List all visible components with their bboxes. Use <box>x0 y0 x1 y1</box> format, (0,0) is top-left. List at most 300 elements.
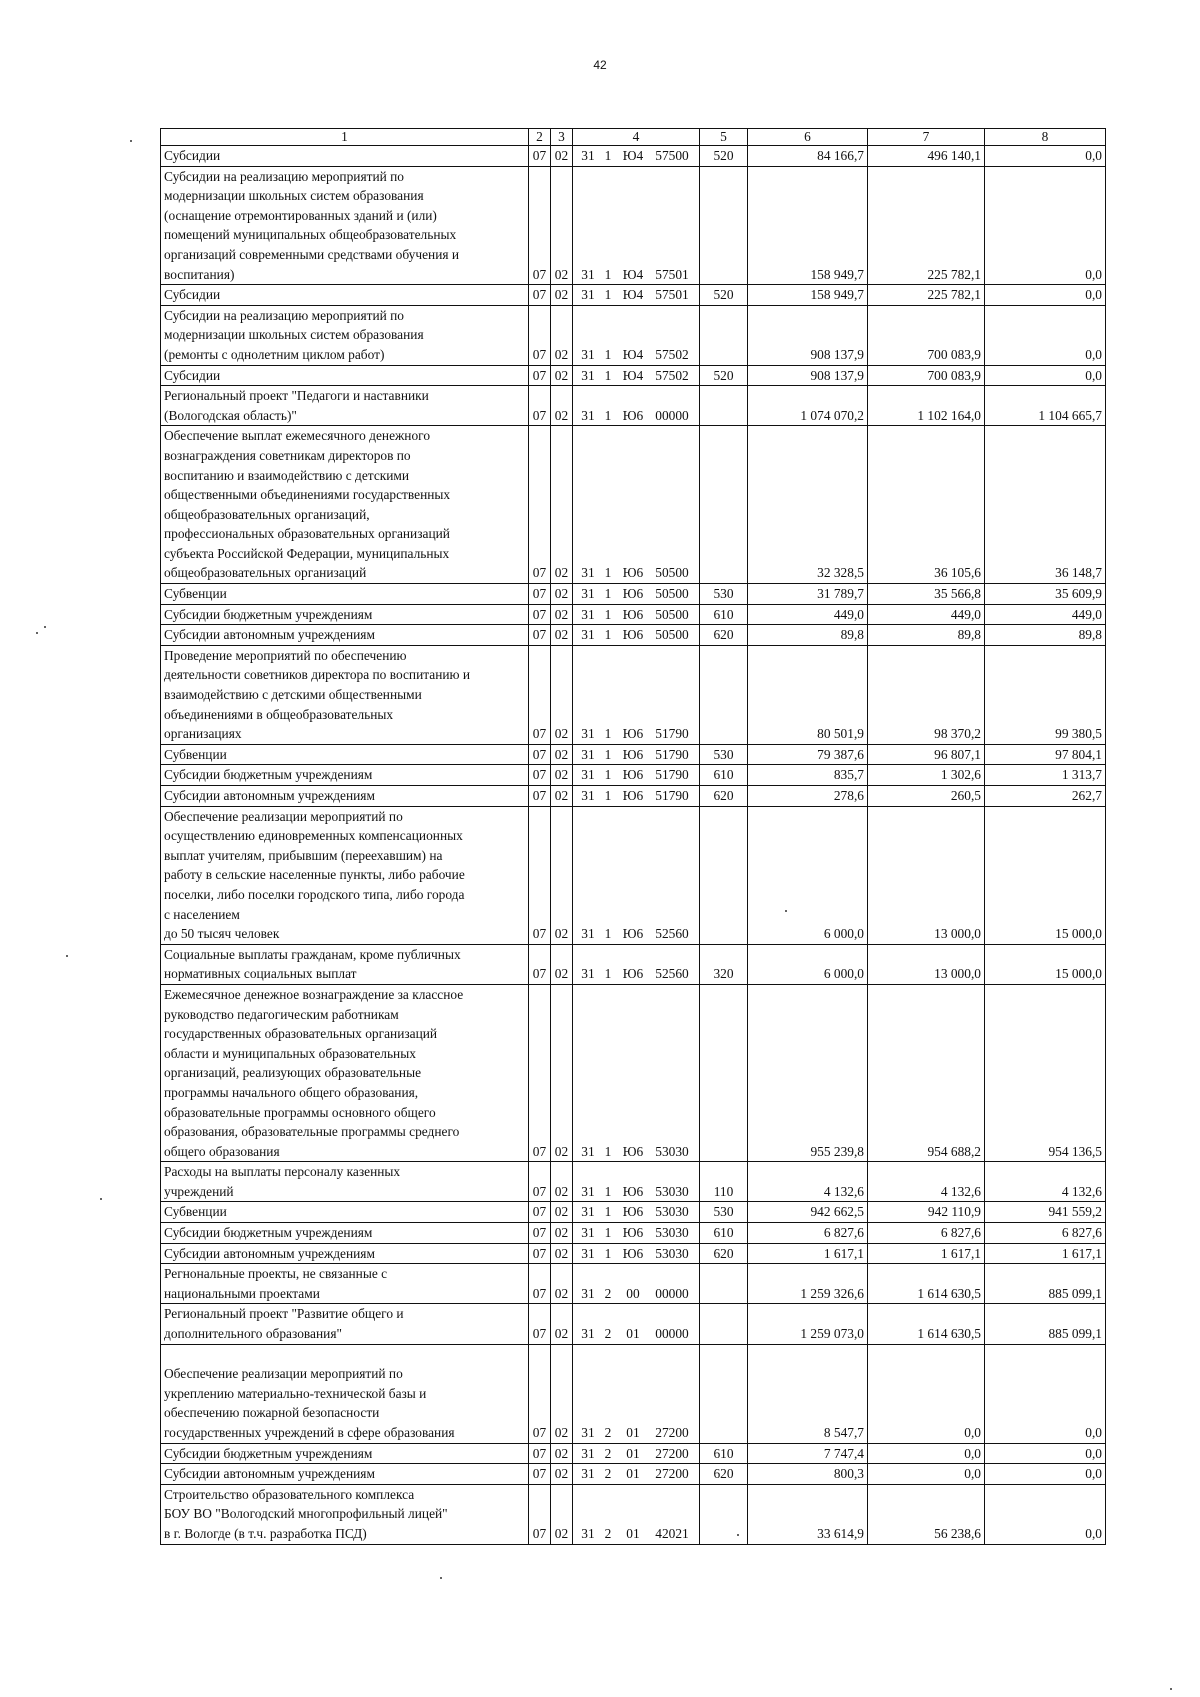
target-article-part: 1 <box>604 767 612 783</box>
table-row <box>161 806 1106 944</box>
subsection-code: 02 <box>551 1464 573 1485</box>
table-row <box>161 786 1106 807</box>
section-code: 07 <box>529 1202 551 1223</box>
table-row <box>161 625 1106 646</box>
expense-type-code: 110 <box>700 1162 748 1202</box>
row-name: Субсидии на реализацию мероприятий по модернизации школьных систем образования (оснащение отремонтированных зданий и (или) помещений муниципальных общеобразовательных организаций современными средствами обучения и воспитания) <box>161 166 529 285</box>
target-article-part: 31 <box>581 1445 595 1461</box>
target-article-part: 2 <box>604 1445 612 1461</box>
target-article-part: 31 <box>581 1183 595 1199</box>
row-name: Субсидии <box>161 146 529 167</box>
section-code: 07 <box>529 1304 551 1344</box>
amount-col-6: 158 949,7 <box>748 166 868 285</box>
amount-col-6: 908 137,9 <box>748 365 868 386</box>
target-article-part: Ю6 <box>622 788 644 803</box>
target-article-part: Ю4 <box>622 346 644 362</box>
target-article-part: 27200 <box>655 1466 689 1482</box>
amount-col-6: 1 259 326,6 <box>748 1264 868 1304</box>
table-row <box>161 1304 1106 1344</box>
target-article-part: 50500 <box>655 606 689 622</box>
target-article-part: 31 <box>581 346 595 362</box>
section-code: 07 <box>529 1443 551 1464</box>
amount-col-8: 1 313,7 <box>985 765 1106 786</box>
section-code: 07 <box>529 1162 551 1202</box>
row-name: Субсидии автономным учреждениям <box>161 786 529 807</box>
table-row <box>161 1464 1106 1485</box>
expense-type-code <box>700 806 748 944</box>
table-row <box>161 645 1106 744</box>
target-article-part: 57501 <box>655 266 689 282</box>
amount-col-8: 0,0 <box>985 1344 1106 1443</box>
expense-type-code: 520 <box>700 365 748 386</box>
subsection-code: 02 <box>551 1443 573 1464</box>
target-article-part: 31 <box>581 1285 595 1301</box>
header-row <box>161 129 1106 146</box>
section-code: 07 <box>529 1243 551 1264</box>
target-article-code <box>573 604 700 625</box>
amount-col-8: 36 148,7 <box>985 426 1106 584</box>
section-code: 07 <box>529 166 551 285</box>
amount-col-8: 4 132,6 <box>985 1162 1106 1202</box>
target-article-part: 31 <box>581 926 595 942</box>
row-name: Расходы на выплаты персоналу казенных учреждений <box>161 1162 529 1202</box>
target-article-code <box>573 1484 700 1544</box>
target-article-code <box>573 365 700 386</box>
amount-col-6: 33 614,9 <box>748 1484 868 1544</box>
target-article-part: 31 <box>581 1143 595 1159</box>
row-name: Субвенции <box>161 584 529 605</box>
section-code: 07 <box>529 625 551 646</box>
target-article-part: 31 <box>581 586 595 602</box>
section-code: 07 <box>529 285 551 306</box>
table-row <box>161 1443 1106 1464</box>
amount-col-6: 80 501,9 <box>748 645 868 744</box>
amount-col-6: 955 239,8 <box>748 984 868 1161</box>
target-article-code <box>573 166 700 285</box>
target-article-part: Ю6 <box>622 1204 644 1220</box>
amount-col-7: 0,0 <box>868 1464 985 1485</box>
target-article-code <box>573 1223 700 1244</box>
expense-type-code: 530 <box>700 744 748 765</box>
table-row <box>161 765 1106 786</box>
row-name: Субсидии <box>161 365 529 386</box>
target-article-part: 1 <box>604 346 612 362</box>
target-article-part: 31 <box>581 1466 595 1482</box>
section-code: 07 <box>529 1464 551 1485</box>
target-article-part: 50500 <box>655 627 689 643</box>
target-article-part: 1 <box>604 726 612 742</box>
target-article-part: Ю4 <box>622 287 644 303</box>
subsection-code: 02 <box>551 1484 573 1544</box>
amount-col-7: 0,0 <box>868 1443 985 1464</box>
amount-col-8: 15 000,0 <box>985 944 1106 984</box>
row-name: Субсидии бюджетным учреждениям <box>161 1223 529 1244</box>
target-article-part: Ю4 <box>622 266 644 282</box>
target-article-part: 53030 <box>655 1183 689 1199</box>
target-article-part: 1 <box>604 266 612 282</box>
target-article-part: 52560 <box>655 966 689 982</box>
amount-col-8: 0,0 <box>985 146 1106 167</box>
expense-type-code: 610 <box>700 604 748 625</box>
scan-speck <box>36 632 38 634</box>
target-article-part: 31 <box>581 367 595 383</box>
amount-col-8: 449,0 <box>985 604 1106 625</box>
target-article-part: 53030 <box>655 1143 689 1159</box>
section-code: 07 <box>529 426 551 584</box>
target-article-part: Ю6 <box>622 1183 644 1199</box>
target-article-part: 31 <box>581 746 595 762</box>
table-row <box>161 984 1106 1161</box>
amount-col-8: 941 559,2 <box>985 1202 1106 1223</box>
table-row <box>161 584 1106 605</box>
subsection-code: 02 <box>551 146 573 167</box>
target-article-part: 52560 <box>655 926 689 942</box>
subsection-code: 02 <box>551 1223 573 1244</box>
expense-type-code: 610 <box>700 1443 748 1464</box>
target-article-part: 51790 <box>655 726 689 742</box>
target-article-part: 01 <box>626 1326 640 1342</box>
target-article-part: 31 <box>581 266 595 282</box>
section-code: 07 <box>529 365 551 386</box>
section-code: 07 <box>529 1264 551 1304</box>
amount-col-6: 278,6 <box>748 786 868 807</box>
table-row <box>161 1344 1106 1443</box>
expense-type-code <box>700 1264 748 1304</box>
subsection-code: 02 <box>551 365 573 386</box>
subsection-code: 02 <box>551 386 573 426</box>
target-article-part: 31 <box>581 627 595 643</box>
header-cell: 8 <box>985 129 1106 146</box>
target-article-code <box>573 1304 700 1344</box>
amount-col-7: 96 807,1 <box>868 744 985 765</box>
target-article-part: 51790 <box>655 767 689 783</box>
amount-col-6: 32 328,5 <box>748 426 868 584</box>
amount-col-7: 1 302,6 <box>868 765 985 786</box>
expense-type-code <box>700 386 748 426</box>
row-name: Обеспечение выплат ежемесячного денежного вознаграждения советникам директоров по воспитанию и взаимодействию с детскими общественными объединениями государственных общеобразовательных организаций, профессиональных образовательных организаций субъекта Российской Федерации, муниципальных общеобразовательных организаций <box>161 426 529 584</box>
target-article-code <box>573 1464 700 1485</box>
amount-col-7: 89,8 <box>868 625 985 646</box>
expense-type-code: 520 <box>700 146 748 167</box>
target-article-part: 1 <box>604 1143 612 1159</box>
target-article-code <box>573 305 700 365</box>
row-name: Обеспечение реализации мероприятий по укреплению материально-технической базы и обеспечению пожарной безопасности государственных учреждений в сфере образования <box>161 1344 529 1443</box>
subsection-code: 02 <box>551 786 573 807</box>
amount-col-8: 0,0 <box>985 166 1106 285</box>
subsection-code: 02 <box>551 1202 573 1223</box>
scan-speck <box>130 140 132 142</box>
target-article-part: 53030 <box>655 1204 689 1220</box>
target-article-part: Ю4 <box>622 148 644 163</box>
target-article-code <box>573 645 700 744</box>
subsection-code: 02 <box>551 1264 573 1304</box>
amount-col-8: 262,7 <box>985 786 1106 807</box>
amount-col-6: 835,7 <box>748 765 868 786</box>
amount-col-7: 700 083,9 <box>868 365 985 386</box>
section-code: 07 <box>529 1223 551 1244</box>
table-row <box>161 1243 1106 1264</box>
scan-speck <box>737 1534 739 1536</box>
target-article-part: 1 <box>604 1183 612 1199</box>
section-code: 07 <box>529 584 551 605</box>
target-article-part: Ю6 <box>622 407 644 423</box>
table-row <box>161 944 1106 984</box>
target-article-part: 1 <box>604 565 612 581</box>
amount-col-6: 84 166,7 <box>748 146 868 167</box>
target-article-part: Ю6 <box>622 1225 644 1241</box>
expense-type-code: 620 <box>700 1464 748 1485</box>
target-article-part: 31 <box>581 1245 595 1261</box>
target-article-part: 27200 <box>655 1445 689 1461</box>
amount-col-7: 1 614 630,5 <box>868 1304 985 1344</box>
row-name: Региональный проект "Развитие общего и дополнительного образования" <box>161 1304 529 1344</box>
expense-type-code: 530 <box>700 584 748 605</box>
target-article-code <box>573 1202 700 1223</box>
target-article-part: 31 <box>581 1326 595 1342</box>
row-name: Субсидии автономным учреждениям <box>161 1243 529 1264</box>
target-article-code <box>573 744 700 765</box>
target-article-part: 00 <box>626 1285 640 1301</box>
target-article-code <box>573 944 700 984</box>
section-code: 07 <box>529 645 551 744</box>
target-article-part: 00000 <box>655 1326 689 1342</box>
scan-speck <box>1170 1688 1172 1690</box>
target-article-part: 50500 <box>655 586 689 602</box>
row-name: Субсидии бюджетным учреждениям <box>161 1443 529 1464</box>
row-name: Региональный проект "Педагоги и наставники (Вологодская область)" <box>161 386 529 426</box>
target-article-part: 1 <box>604 148 612 163</box>
amount-col-8: 0,0 <box>985 1443 1106 1464</box>
table-row <box>161 365 1106 386</box>
amount-col-8: 6 827,6 <box>985 1223 1106 1244</box>
target-article-part: 00000 <box>655 407 689 423</box>
subsection-code: 02 <box>551 1162 573 1202</box>
target-article-part: 2 <box>604 1326 612 1342</box>
target-article-part: 51790 <box>655 746 689 762</box>
target-article-part: 31 <box>581 767 595 783</box>
header-cell: 1 <box>161 129 529 146</box>
section-code: 07 <box>529 146 551 167</box>
amount-col-6: 6 000,0 <box>748 944 868 984</box>
amount-col-7: 260,5 <box>868 786 985 807</box>
amount-col-7: 700 083,9 <box>868 305 985 365</box>
target-article-part: Ю6 <box>622 606 644 622</box>
header-cell: 4 <box>573 129 700 146</box>
amount-col-7: 6 827,6 <box>868 1223 985 1244</box>
amount-col-6: 942 662,5 <box>748 1202 868 1223</box>
target-article-part: 1 <box>604 1225 612 1241</box>
subsection-code: 02 <box>551 584 573 605</box>
amount-col-8: 885 099,1 <box>985 1264 1106 1304</box>
target-article-part: 1 <box>604 1245 612 1261</box>
target-article-part: 31 <box>581 148 595 163</box>
subsection-code: 02 <box>551 604 573 625</box>
target-article-part: 1 <box>604 586 612 602</box>
target-article-part: 31 <box>581 1525 595 1541</box>
amount-col-6: 6 827,6 <box>748 1223 868 1244</box>
target-article-part: 01 <box>626 1425 640 1440</box>
target-article-part: 1 <box>604 788 612 803</box>
subsection-code: 02 <box>551 285 573 306</box>
expense-type-code <box>700 305 748 365</box>
target-article-part: 31 <box>581 606 595 622</box>
target-article-part: 1 <box>604 966 612 982</box>
table-row <box>161 166 1106 285</box>
target-article-code <box>573 426 700 584</box>
target-article-part: 00000 <box>655 1285 689 1301</box>
subsection-code: 02 <box>551 645 573 744</box>
row-name: Субсидии бюджетным учреждениям <box>161 604 529 625</box>
target-article-part: 42021 <box>655 1525 689 1541</box>
amount-col-7: 1 102 164,0 <box>868 386 985 426</box>
subsection-code: 02 <box>551 1344 573 1443</box>
target-article-code <box>573 1162 700 1202</box>
amount-col-7: 225 782,1 <box>868 166 985 285</box>
section-code: 07 <box>529 1344 551 1443</box>
expense-type-code <box>700 984 748 1161</box>
target-article-part: 53030 <box>655 1245 689 1261</box>
table-row <box>161 146 1106 167</box>
expense-type-code: 620 <box>700 625 748 646</box>
expense-type-code <box>700 166 748 285</box>
scan-speck <box>44 626 46 628</box>
amount-col-6: 31 789,7 <box>748 584 868 605</box>
target-article-part: 27200 <box>655 1425 689 1440</box>
amount-col-7: 98 370,2 <box>868 645 985 744</box>
subsection-code: 02 <box>551 1304 573 1344</box>
amount-col-7: 56 238,6 <box>868 1484 985 1544</box>
target-article-part: 1 <box>604 627 612 643</box>
row-name: Субсидии бюджетным учреждениям <box>161 765 529 786</box>
target-article-code <box>573 584 700 605</box>
table-row <box>161 604 1106 625</box>
expense-type-code: 610 <box>700 765 748 786</box>
subsection-code: 02 <box>551 426 573 584</box>
section-code: 07 <box>529 604 551 625</box>
amount-col-6: 79 387,6 <box>748 744 868 765</box>
target-article-code <box>573 146 700 167</box>
scan-speck <box>100 1198 102 1200</box>
target-article-code <box>573 625 700 646</box>
amount-col-6: 908 137,9 <box>748 305 868 365</box>
target-article-part: 1 <box>604 367 612 383</box>
table-row <box>161 1264 1106 1304</box>
amount-col-8: 954 136,5 <box>985 984 1106 1161</box>
amount-col-8: 0,0 <box>985 305 1106 365</box>
target-article-part: Ю6 <box>622 1245 644 1261</box>
target-article-part: 31 <box>581 1204 595 1220</box>
amount-col-6: 6 000,0 <box>748 806 868 944</box>
amount-col-8: 0,0 <box>985 1484 1106 1544</box>
target-article-part: Ю6 <box>622 926 644 942</box>
expense-type-code: 620 <box>700 786 748 807</box>
section-code: 07 <box>529 944 551 984</box>
expense-type-code: 530 <box>700 1202 748 1223</box>
amount-col-7: 1 617,1 <box>868 1243 985 1264</box>
table-row <box>161 285 1106 306</box>
target-article-part: 2 <box>604 1425 612 1440</box>
target-article-code <box>573 806 700 944</box>
section-code: 07 <box>529 786 551 807</box>
target-article-part: 57500 <box>655 148 689 163</box>
target-article-part: 01 <box>626 1445 640 1461</box>
row-name: Обеспечение реализации мероприятий по осуществлению единовременных компенсационных выплат учителям, прибывшим (переехавшим) на работу в сельские населенные пункты, либо рабочие поселки, либо поселки городского типа, либо города с населением до 50 тысяч человек <box>161 806 529 944</box>
amount-col-8: 97 804,1 <box>985 744 1106 765</box>
subsection-code: 02 <box>551 765 573 786</box>
target-article-part: 1 <box>604 606 612 622</box>
amount-col-7: 496 140,1 <box>868 146 985 167</box>
amount-col-6: 4 132,6 <box>748 1162 868 1202</box>
row-name: Субсидии автономным учреждениям <box>161 1464 529 1485</box>
expense-type-code <box>700 1344 748 1443</box>
target-article-code <box>573 386 700 426</box>
subsection-code: 02 <box>551 625 573 646</box>
subsection-code: 02 <box>551 806 573 944</box>
target-article-part: Ю6 <box>622 1143 644 1159</box>
header-cell: 5 <box>700 129 748 146</box>
target-article-part: 31 <box>581 966 595 982</box>
expense-type-code <box>700 1304 748 1344</box>
amount-col-6: 158 949,7 <box>748 285 868 306</box>
section-code: 07 <box>529 984 551 1161</box>
page-number: 42 <box>593 58 607 72</box>
row-name: Регнональные проекты, не связанные с национальными проектами <box>161 1264 529 1304</box>
row-name: Субсидии автономным учреждениям <box>161 625 529 646</box>
target-article-part: 01 <box>626 1466 640 1482</box>
section-code: 07 <box>529 386 551 426</box>
target-article-part: 31 <box>581 726 595 742</box>
row-name: Субвенции <box>161 1202 529 1223</box>
table-row <box>161 1202 1106 1223</box>
budget-table <box>160 128 1106 1545</box>
target-article-code <box>573 285 700 306</box>
amount-col-8: 0,0 <box>985 1464 1106 1485</box>
target-article-part: 2 <box>604 1525 612 1541</box>
target-article-part: 1 <box>604 746 612 762</box>
target-article-part: 31 <box>581 788 595 803</box>
row-name: Проведение мероприятий по обеспечению деятельности советников директора по воспитанию и взаимодействию с детскими общественными объединениями в общеобразовательных организациях <box>161 645 529 744</box>
target-article-part: 57501 <box>655 287 689 303</box>
scan-speck <box>440 1577 442 1579</box>
target-article-code <box>573 765 700 786</box>
target-article-part: 1 <box>604 407 612 423</box>
expense-type-code <box>700 645 748 744</box>
header-cell: 2 <box>529 129 551 146</box>
target-article-part: 51790 <box>655 788 689 803</box>
amount-col-7: 1 614 630,5 <box>868 1264 985 1304</box>
subsection-code: 02 <box>551 166 573 285</box>
amount-col-6: 800,3 <box>748 1464 868 1485</box>
row-name: Социальные выплаты гражданам, кроме публичных нормативных социальных выплат <box>161 944 529 984</box>
amount-col-8: 0,0 <box>985 365 1106 386</box>
table-row <box>161 386 1106 426</box>
target-article-part: 31 <box>581 407 595 423</box>
target-article-part: Ю6 <box>622 966 644 982</box>
table-body <box>161 146 1106 1545</box>
section-code: 07 <box>529 744 551 765</box>
target-article-part: Ю6 <box>622 627 644 643</box>
amount-col-7: 13 000,0 <box>868 806 985 944</box>
table-row <box>161 305 1106 365</box>
expense-type-code <box>700 426 748 584</box>
target-article-part: 31 <box>581 565 595 581</box>
expense-type-code: 320 <box>700 944 748 984</box>
target-article-code <box>573 786 700 807</box>
scan-speck <box>785 910 787 912</box>
amount-col-6: 8 547,7 <box>748 1344 868 1443</box>
subsection-code: 02 <box>551 944 573 984</box>
amount-col-7: 36 105,6 <box>868 426 985 584</box>
